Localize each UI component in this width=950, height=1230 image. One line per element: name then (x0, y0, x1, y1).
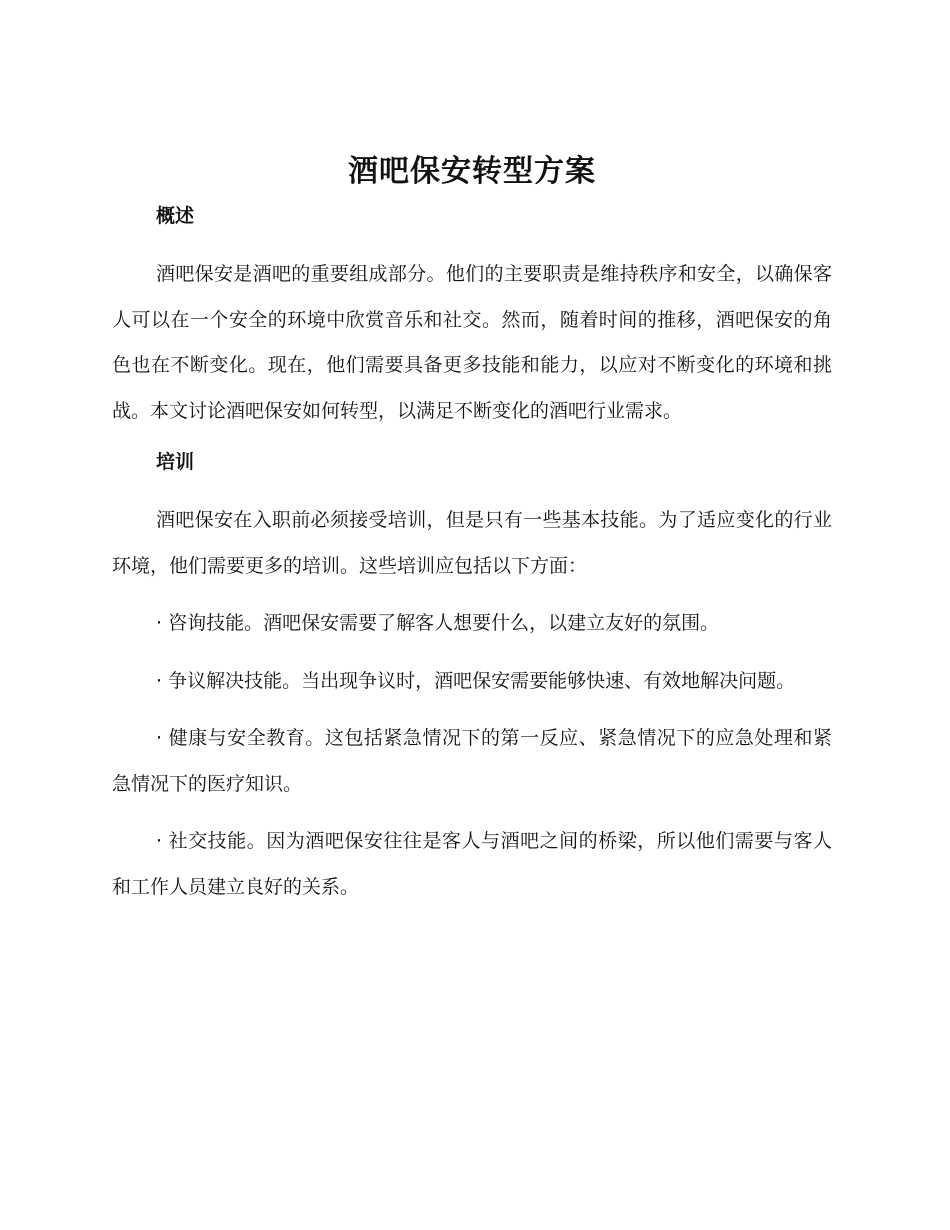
document-title: 酒吧保安转型方案 (348, 154, 596, 189)
training-bullet-health-safety: · 健康与安全教育。这包括紧急情况下的第一反应、紧急情况下的应急处理和紧急情况下的医疗知识。 (112, 727, 832, 795)
section-overview (112, 200, 832, 434)
section-training (112, 446, 832, 910)
training-bullet-dispute-resolution: · 争议解决技能。当出现争议时，酒吧保安需要能够快速、有效地解决问题。 (156, 669, 796, 692)
training-bullet-consulting: · 咨询技能。酒吧保安需要了解客人想要什么，以建立友好的氛围。 (156, 612, 720, 634)
document-page (112, 150, 832, 922)
section-heading-training: 培训 (156, 451, 195, 473)
overview-paragraph: 酒吧保安是酒吧的重要组成部分。他们的主要职责是维持秩序和安全，以确保客人可以在一个安全的环境中欣赏音乐和社交。然而，随着时间的推移，酒吧保安的角色也在不断变化。现在，他们需要具备更多技能和能力，以应对不断变化的环境和挑战。本文讨论酒吧保安如何转型，以满足不断变化的酒吧行业需求。 (112, 263, 832, 422)
training-paragraph: 酒吧保安在入职前必须接受培训，但是只有一些基本技能。为了适应变化的行业环境，他们需要更多的培训。这些培训应包括以下方面： (112, 509, 832, 577)
section-heading-overview: 概述 (156, 205, 195, 227)
training-bullet-social-skills: · 社交技能。因为酒吧保安往往是客人与酒吧之间的桥梁，所以他们需要与客人和工作人员建立良好的关系。 (112, 830, 832, 898)
